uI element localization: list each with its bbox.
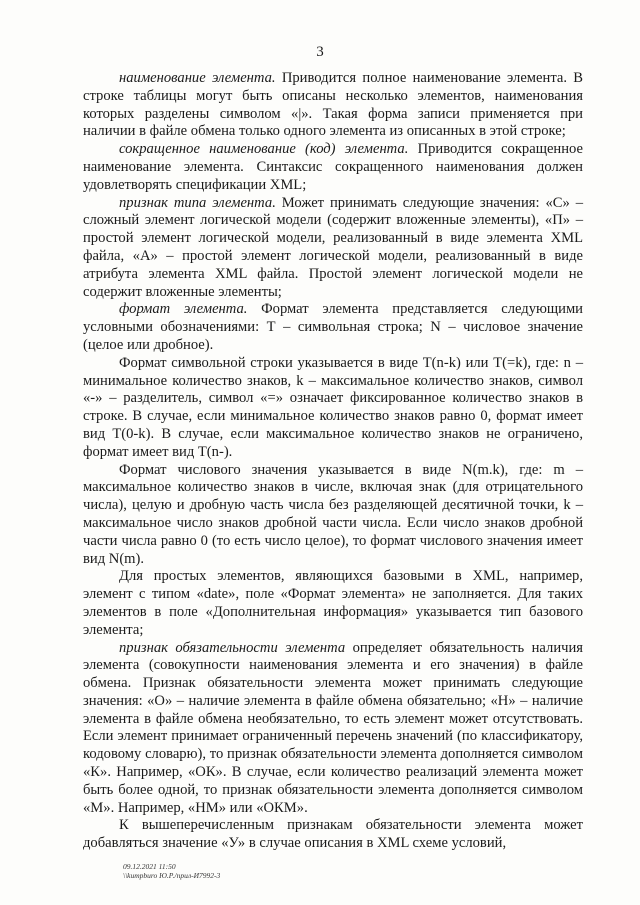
document-footer [123, 862, 220, 880]
paragraph-text: Приводится сокращенное наименование элемента. Синтаксис сокращенного наименования должен удовлетворять спецификации XML; [83, 141, 583, 193]
paragraph [83, 355, 583, 462]
footer-timestamp: 09.12.2021 11:50 [123, 862, 176, 871]
paragraph-text: Формат символьной строки указывается в виде Т(n-k) или Т(=k), где: n – минимальное количество знаков, k – максимальное количество знаков, символ «-» – разделитель, символ «=» означает фиксированное количество знаков в строке. В случае, если минимальное количество знаков равно 0, формат имеет вид Т(0-k). В случае, если максимальное количество знаков не ограничено, формат имеет вид Т(n-). [83, 354, 583, 460]
document-body [83, 70, 583, 853]
paragraph-term: формат элемента. [119, 301, 248, 318]
paragraph-term: сокращенное наименование (код) элемента. [119, 141, 409, 158]
paragraph [83, 195, 583, 302]
paragraph-text: К вышеперечисленным признакам обязательности элемента может добавляться значение «У» в случае описания в XML схеме условий, [83, 817, 583, 852]
paragraph-term: наименование элемента. [119, 70, 276, 86]
paragraph-text: определяет обязательность наличия элемента (совокупности наименования элемента и его значения) в файле обмена. Признак обязательности элемента может принимать следующие значения: «О» – наличие элемента в файле обмена обязательно; «Н» – наличие элемента в файле обмена необязательно, то есть элемент может отсутствовать. Если элемент принимает ограниченный перечень значений (по классификатору, кодовому словарю), то признак обязательности элемента дополняется символом «К». Например, «ОК». В случае, если количество реализаций элемента может быть более одной, то признак обязательности элемента дополняется символом «М». Например, «НМ» или «ОКМ». [83, 639, 583, 816]
paragraph-text: Может принимать следующие значения: «С» – сложный элемент логической модели (содержит вложенные элементы), «П» – простой элемент логической модели, реализованный в виде элемента XML файла, «А» – простой элемент логической модели, реализованный в виде атрибута элемента XML файла. Простой элемент логической модели не содержит вложенные элементы; [83, 194, 583, 300]
footer-file-path: \\kumpburo Ю.Р./прил-И7992-3 [123, 871, 221, 880]
paragraph-text: Формат элемента представляется следующими условными обозначениями: Т – символьная строка; N – числовое значение (целое или дробное). [83, 301, 583, 353]
paragraph [83, 640, 583, 818]
page-number: 3 [316, 44, 324, 60]
paragraph-text: Для простых элементов, являющихся базовыми в XML, например, элемент с типом «date», поле «Формат элемента» не заполняется. Для таких элементов в поле «Дополнительная информация» указывается тип базового элемента; [83, 568, 583, 638]
paragraph-text: Приводится полное наименование элемента. В строке таблицы могут быть описаны несколько элементов, наименования которых разделены символом «|». Такая форма записи применяется при наличии в файле обмена только одного элемента из описанных в этой строке; [83, 70, 583, 140]
paragraph [83, 141, 583, 194]
paragraph [83, 568, 583, 639]
paragraph [83, 70, 583, 141]
paragraph [83, 817, 583, 853]
paragraph-term: признак типа элемента. [119, 194, 276, 211]
paragraph [83, 462, 583, 569]
paragraph-term: признак обязательности элемента [119, 639, 346, 656]
paragraph [83, 301, 583, 354]
paragraph-text: Формат числового значения указывается в виде N(m.k), где: m – максимальное количество знаков в числе, включая знак (для отрицательного числа), целую и дробную часть числа без разделяющей десятичной точки, k – максимальное число знаков дробной части числа. Если число знаков дробной части числа равно 0 (то есть число целое), то формат числового значения имеет вид N(m). [83, 461, 583, 567]
